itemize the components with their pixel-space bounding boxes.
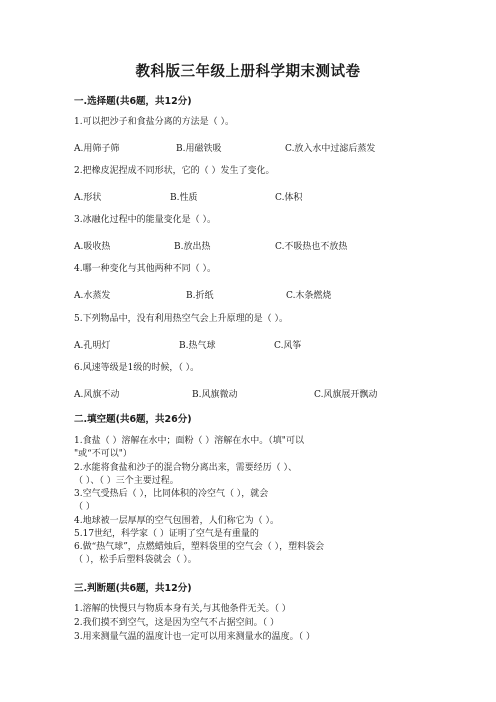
option-c: C.风旗展开飘动	[314, 390, 378, 400]
option-c: C.不吸热也不放热	[275, 242, 348, 252]
judge-line: 3.用来测量气温的温度计也一定可以用来测量水的温度。（ ）	[74, 632, 315, 642]
fill-line: 1.食盐（ ）溶解在水中；面粉（ ）溶解在水中。（填"可以	[74, 436, 304, 446]
fill-line: "或“不可以"）	[74, 449, 132, 459]
option-c: C.风筝	[274, 341, 302, 351]
option-a: A.用筛子筛	[74, 144, 120, 154]
fill-line: （ ）	[74, 502, 95, 512]
option-a: A.孔明灯	[74, 341, 111, 351]
option-b: B.性质	[170, 193, 198, 203]
section-heading-fill: 二.填空题(共6题，共26分)	[74, 414, 192, 425]
judge-line: 2.我们摸不到空气，这是因为空气不占据空间。（ ）	[74, 618, 279, 628]
option-c: C.体积	[275, 193, 303, 203]
section-heading-choice: 一.选择题(共6题，共12分)	[74, 96, 192, 107]
option-b: B.用磁铁吸	[176, 144, 222, 154]
fill-line: 6.做“热气球”，点燃蜡烛后，塑料袋里的空气会（ ），塑料袋会	[74, 542, 325, 552]
judge-line: 1.溶解的快慢只与物质本身有关,与其他条件无关。（ ）	[74, 604, 291, 614]
fill-line: （ ）、（ ）三个主要过程。	[74, 476, 179, 486]
question-text: 4.哪一种变化与其他两种不同（ ）。	[74, 264, 216, 274]
question-text: 3.冰融化过程中的能量变化是（ ）。	[74, 215, 216, 225]
page-title: 教科版三年级上册科学期末测试卷	[135, 64, 361, 80]
question-text: 5.下列物品中，没有利用热空气会上升原理的是（ ）。	[74, 314, 288, 324]
fill-line: 2.水能将食盐和沙子的混合物分离出来，需要经历（ ）、	[74, 463, 297, 473]
option-b: B.折纸	[186, 291, 214, 301]
fill-line: 4.地球被一层厚厚的空气包围着，人们称它为（ ）。	[74, 516, 279, 526]
option-b: B.放出热	[174, 242, 211, 252]
option-c: C.放入水中过滤后蒸发	[285, 144, 376, 154]
option-c: C.木条燃烧	[286, 291, 332, 301]
question-text: 2.把橡皮泥捏成不同形状，它的（ ）发生了变化。	[74, 166, 275, 176]
option-b: B.风旗微动	[192, 390, 238, 400]
option-a: A.风旗不动	[74, 390, 120, 400]
option-a: A.吸收热	[74, 242, 111, 252]
fill-line: 5.17世纪，科学家（ ）证明了空气是有重量的	[74, 529, 259, 539]
option-b: B.热气球	[179, 341, 216, 351]
fill-line: （ ），松手后塑料袋就会（ ）。	[74, 555, 197, 565]
option-a: A.形状	[74, 193, 102, 203]
option-a: A.水蒸发	[74, 291, 111, 301]
section-heading-judge: 三.判断题(共6题，共12分)	[74, 583, 192, 594]
question-text: 6.风速等级是1级的时候，（ ）。	[74, 363, 200, 373]
fill-line: 3.空气受热后（ ），比同体积的冷空气（ ），就会	[74, 489, 269, 499]
question-text: 1.可以把沙子和食盐分离的方法是（ ）。	[74, 117, 234, 127]
